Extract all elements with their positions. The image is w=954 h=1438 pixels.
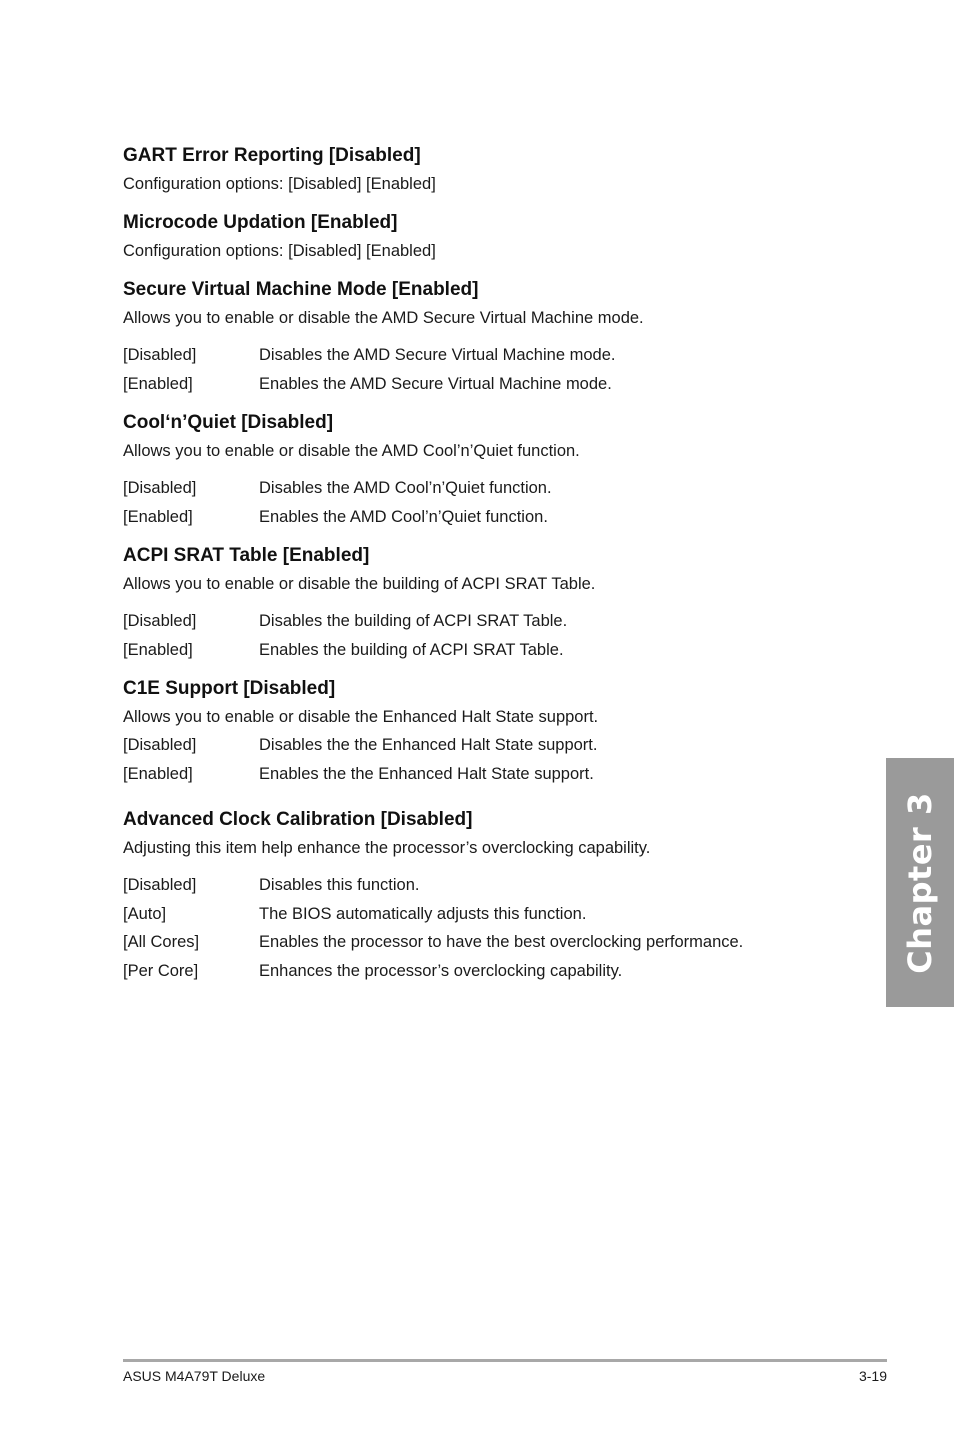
footer-divider bbox=[123, 1359, 887, 1362]
option-key: [Enabled] bbox=[123, 507, 193, 526]
section-description: Allows you to enable or disable the Enhanced Halt State support. bbox=[123, 708, 599, 726]
section-description: Allows you to enable or disable the building of ACPI SRAT Table. bbox=[123, 575, 596, 593]
section-gart-error-reporting bbox=[123, 142, 843, 198]
section-heading: Cool‘n’Quiet [Disabled] bbox=[123, 412, 334, 433]
option-key: [Enabled] bbox=[123, 764, 193, 783]
option-description: The BIOS automatically adjusts this function. bbox=[259, 904, 587, 923]
section-advanced-clock-calibration bbox=[123, 806, 843, 985]
section-heading: GART Error Reporting [Disabled] bbox=[123, 145, 421, 166]
option-row bbox=[123, 474, 843, 503]
option-key: [Enabled] bbox=[123, 374, 193, 393]
section-description: Allows you to enable or disable the AMD Cool’n’Quiet function. bbox=[123, 442, 580, 460]
option-row bbox=[123, 928, 843, 957]
section-description: Configuration options: [Disabled] [Enabled] bbox=[123, 242, 436, 260]
option-description: Disables the AMD Secure Virtual Machine mode. bbox=[259, 346, 616, 364]
option-row bbox=[123, 341, 843, 370]
option-row bbox=[123, 636, 843, 665]
section-heading: Microcode Updation [Enabled] bbox=[123, 212, 398, 233]
section-description: Allows you to enable or disable the AMD Secure Virtual Machine mode. bbox=[123, 309, 644, 327]
option-key: [All Cores] bbox=[123, 933, 200, 951]
section-microcode-updation bbox=[123, 209, 843, 265]
option-row bbox=[123, 503, 843, 532]
option-description: Enables the AMD Secure Virtual Machine mode. bbox=[259, 374, 612, 393]
option-row bbox=[123, 370, 843, 399]
option-key: [Disabled] bbox=[123, 346, 197, 364]
option-description: Enables the the Enhanced Halt State support. bbox=[259, 764, 594, 783]
section-c1e-support bbox=[123, 675, 843, 788]
section-cool-n-quiet bbox=[123, 409, 843, 531]
section-heading: ACPI SRAT Table [Enabled] bbox=[123, 545, 370, 566]
section-heading: Advanced Clock Calibration [Disabled] bbox=[123, 809, 473, 830]
chapter-tab-label: Chapter 3 bbox=[901, 791, 939, 974]
section-description: Configuration options: [Disabled] [Enabled] bbox=[123, 175, 436, 193]
option-description: Disables this function. bbox=[259, 876, 420, 894]
option-description: Disables the building of ACPI SRAT Table. bbox=[259, 612, 568, 630]
section-acpi-srat-table bbox=[123, 542, 843, 664]
option-row bbox=[123, 900, 843, 929]
option-key: [Auto] bbox=[123, 904, 167, 923]
option-description: Enables the processor to have the best overclocking performance. bbox=[259, 933, 744, 951]
footer-product-name: ASUS M4A79T Deluxe bbox=[123, 1368, 266, 1384]
section-secure-virtual-machine bbox=[123, 276, 843, 398]
option-row bbox=[123, 607, 843, 636]
chapter-tab bbox=[886, 758, 954, 1007]
section-heading: Secure Virtual Machine Mode [Enabled] bbox=[123, 279, 479, 300]
option-key: [Per Core] bbox=[123, 961, 199, 980]
option-key: [Disabled] bbox=[123, 876, 197, 894]
option-row bbox=[123, 760, 843, 789]
option-description: Enables the AMD Cool’n’Quiet function. bbox=[259, 507, 548, 526]
footer-page-number: 3-19 bbox=[858, 1368, 887, 1384]
option-row bbox=[123, 871, 843, 900]
section-heading: C1E Support [Disabled] bbox=[123, 678, 336, 699]
option-key: [Disabled] bbox=[123, 612, 197, 630]
option-row bbox=[123, 731, 843, 760]
option-description: Enables the building of ACPI SRAT Table. bbox=[259, 640, 564, 659]
option-row bbox=[123, 957, 843, 986]
section-description: Adjusting this item help enhance the processor’s overclocking capability. bbox=[123, 839, 651, 857]
option-key: [Enabled] bbox=[123, 640, 193, 659]
option-key: [Disabled] bbox=[123, 736, 197, 754]
option-description: Disables the the Enhanced Halt State support. bbox=[259, 736, 598, 754]
option-key: [Disabled] bbox=[123, 479, 197, 497]
option-description: Enhances the processor’s overclocking capability. bbox=[259, 961, 623, 980]
manual-content bbox=[123, 142, 843, 985]
option-description: Disables the AMD Cool’n’Quiet function. bbox=[259, 479, 552, 497]
